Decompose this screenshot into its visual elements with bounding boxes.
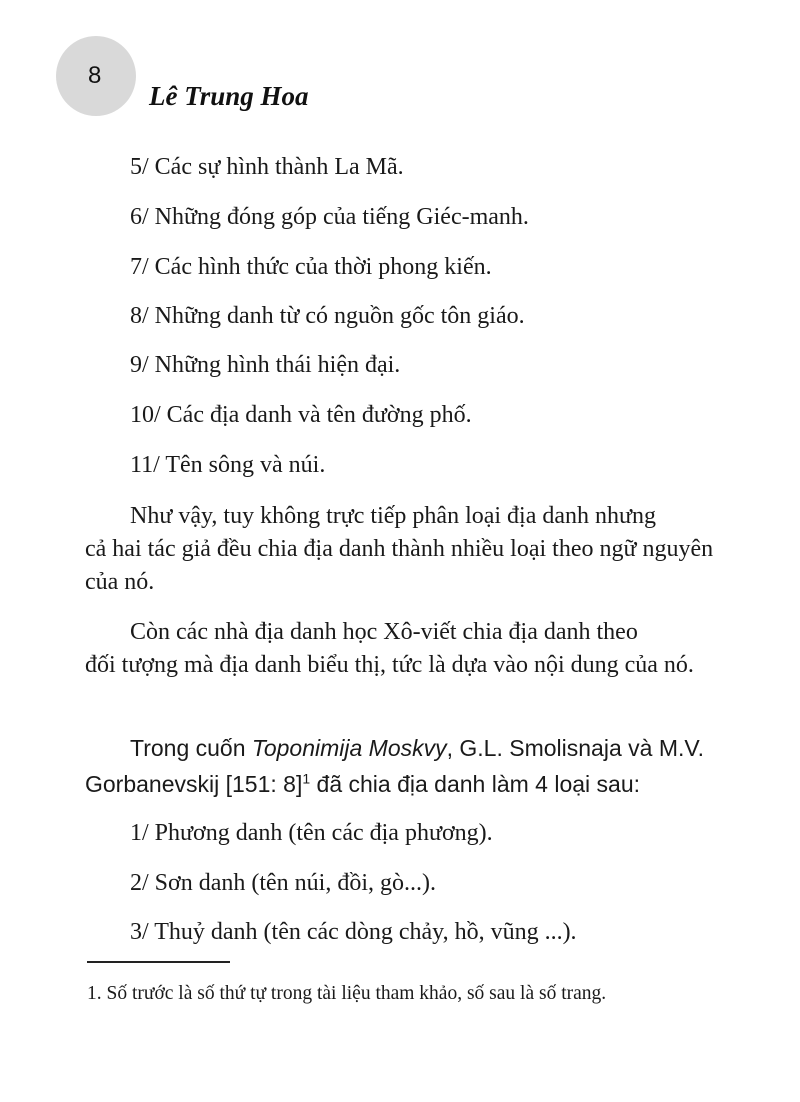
list-item: 10/ Các địa danh và tên đường phố. <box>130 402 472 428</box>
paragraph-2-continuation: đối tượng mà địa danh biểu thị, tức là dựa vào nội dung của nó. <box>85 652 694 678</box>
paragraph-3-prefix: Trong cuốn <box>130 735 252 761</box>
citation: Gorbanevskij [151: 8] <box>85 771 303 797</box>
page-number: 8 <box>88 62 102 89</box>
list-item: 3/ Thuỷ danh (tên các dòng chảy, hồ, vũng ...). <box>130 919 577 945</box>
paragraph-3-second-line <box>85 768 715 801</box>
list-item: 2/ Sơn danh (tên núi, đồi, gò...). <box>130 870 436 896</box>
list-item: 7/ Các hình thức của thời phong kiến. <box>130 254 492 280</box>
book-title: Toponimija Moskvy <box>251 735 447 761</box>
paragraph-2-first-line: Còn các nhà địa danh học Xô-viết chia địa danh theo <box>130 619 638 645</box>
footnote-marker: 1 <box>302 770 311 787</box>
running-header-author: Lê Trung Hoa <box>149 81 309 111</box>
paragraph-3-suffix: đã chia địa danh làm 4 loại sau: <box>310 771 641 797</box>
paragraph-1-continuation: cả hai tác giả đều chia địa danh thành nhiều loại theo ngữ nguyên của nó. <box>85 536 714 595</box>
paragraph-3-authors: , G.L. Smolisnaja và M.V. <box>446 735 704 761</box>
list-item: 6/ Những đóng góp của tiếng Giéc-manh. <box>130 204 529 230</box>
footnote-divider <box>87 961 230 963</box>
list-item: 8/ Những danh từ có nguồn gốc tôn giáo. <box>130 303 525 329</box>
list-item: 9/ Những hình thái hiện đại. <box>130 352 401 378</box>
footnote: 1. Số trước là số thứ tự trong tài liệu tham khảo, số sau là số trang. <box>87 983 607 1004</box>
paragraph-1-first-line: Như vậy, tuy không trực tiếp phân loại địa danh nhưng <box>130 503 657 529</box>
list-item: 1/ Phương danh (tên các địa phương). <box>130 820 493 846</box>
list-item: 11/ Tên sông và núi. <box>130 452 326 478</box>
list-item: 5/ Các sự hình thành La Mã. <box>130 154 404 180</box>
paragraph-3-first-line <box>130 732 710 765</box>
